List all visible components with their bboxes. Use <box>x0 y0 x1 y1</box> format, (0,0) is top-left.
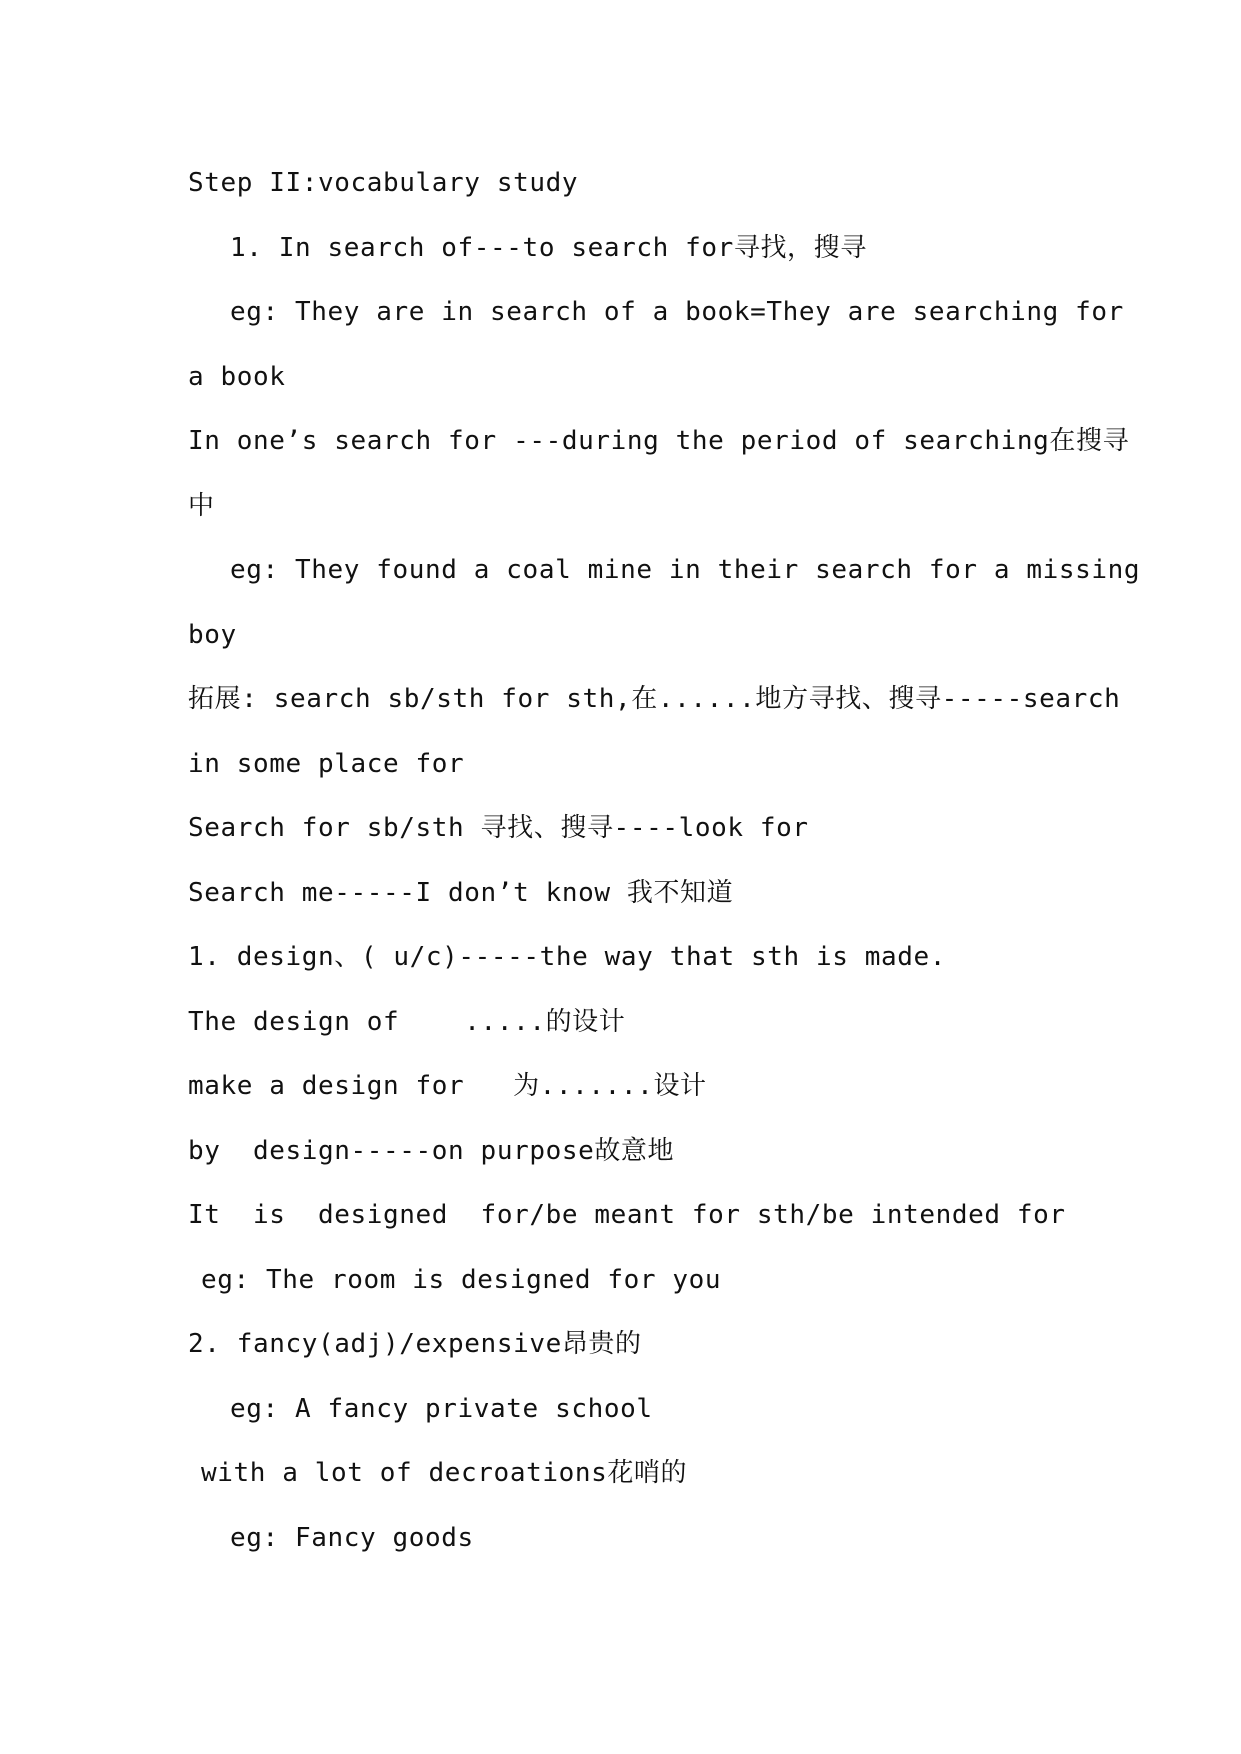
example-line-continued: boy <box>188 620 237 650</box>
text-line: The design of .....的设计 <box>188 1007 626 1037</box>
example-line: eg: They found a coal mine in their search for a missing <box>230 555 1141 585</box>
text-line: make a design for 为.......设计 <box>188 1071 707 1101</box>
example-line: eg: The room is designed for you <box>201 1265 722 1295</box>
text-line: with a lot of decroations花哨的 <box>201 1458 688 1488</box>
extension-line-continued: in some place for <box>188 749 465 779</box>
vocab-item-design: 1. design、( u/c)-----the way that sth is made. <box>188 942 946 972</box>
vocab-item-fancy: 2. fancy(adj)/expensive昂贵的 <box>188 1329 642 1359</box>
example-line: eg: They are in search of a book=They are searching for <box>230 297 1124 327</box>
section-heading: Step II:vocabulary study <box>188 168 579 198</box>
text-line: Search for sb/sth 寻找、搜寻----look for <box>188 813 809 843</box>
text-line: In one’s search for ---during the period of searching在搜寻 <box>188 426 1130 456</box>
example-line: eg: Fancy goods <box>230 1523 474 1553</box>
extension-line: 拓展: search sb/sth for sth,在......地方寻找、搜寻-----search <box>188 684 1121 714</box>
example-line-continued: a book <box>188 362 286 392</box>
text-line-continued: 中 <box>188 491 215 521</box>
vocab-item-search: 1. In search of---to search for寻找，搜寻 <box>230 233 867 263</box>
text-line: Search me-----I don’t know 我不知道 <box>188 878 734 908</box>
example-line: eg: A fancy private school <box>230 1394 653 1424</box>
text-line: by design-----on purpose故意地 <box>188 1136 675 1166</box>
text-line: It is designed for/be meant for sth/be intended for <box>188 1200 1066 1230</box>
